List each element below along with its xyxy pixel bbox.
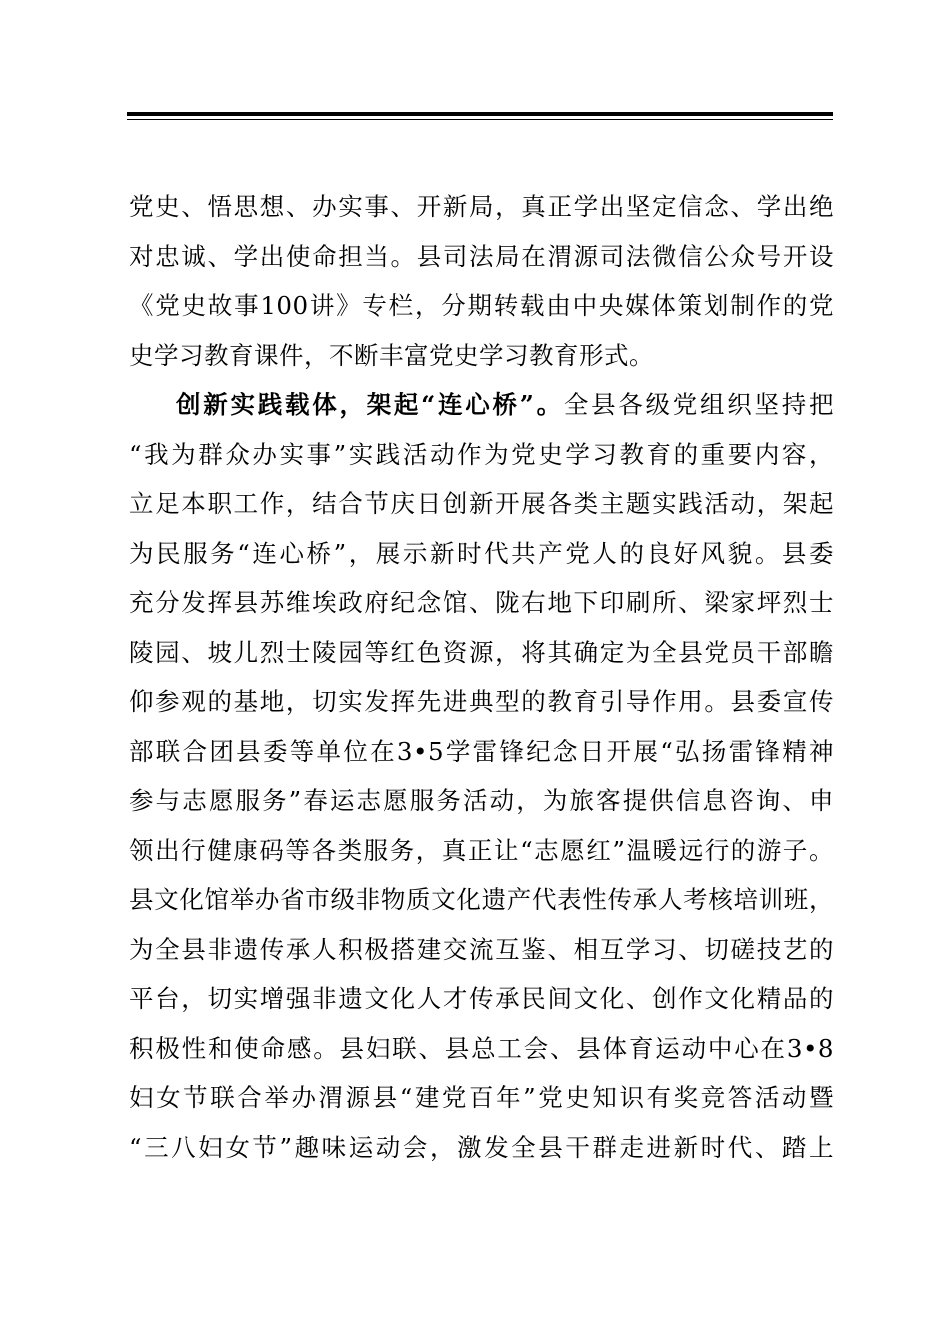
paragraph-line: 史学习教育课件，不断丰富党史学习教育形式。 [129, 340, 654, 370]
paragraph-first-line [129, 380, 834, 430]
paragraph-line: 立足本职工作，结合节庆日创新开展各类主题实践活动，架起 [129, 489, 834, 518]
paragraph-line: “我为群众办实事”实践活动作为党史学习教育的重要内容， [129, 439, 834, 469]
section-heading: 创新实践载体，架起“连心桥”。 [176, 390, 564, 419]
paragraph-line: 仰参观的基地，切实发挥先进典型的教育引导作用。县委宣传 [129, 687, 834, 716]
paragraph-line: 对忠诚、学出使命担当。县司法局在渭源司法微信公众号开设 [129, 241, 834, 271]
paragraph-line: 部联合团县委等单位在3•5学雷锋纪念日开展“弘扬雷锋精神 [129, 736, 834, 766]
paragraph-line: 陵园、坡儿烈士陵园等红色资源，将其确定为全县党员干部瞻 [129, 637, 834, 667]
paragraph-line: 参与志愿服务”春运志愿服务活动，为旅客提供信息咨询、申 [129, 786, 834, 815]
paragraph-line: 为全县非遗传承人积极搭建交流互鉴、相互学习、切磋技艺的 [129, 934, 834, 964]
paragraph-line: “三八妇女节”趣味运动会，激发全县干群走进新时代、踏上 [129, 1132, 834, 1162]
header-rule-thick [127, 112, 833, 116]
paragraph-line: 领出行健康码等各类服务，真正让“志愿红”温暖远行的游子。 [129, 835, 834, 865]
paragraph-line: 为民服务“连心桥”，展示新时代共产党人的良好风貌。县委 [129, 538, 834, 568]
paragraph-text: 全县各级党组织坚持把 [563, 390, 835, 419]
paragraph-line: 党史、悟思想、办实事、开新局，真正学出坚定信念、学出绝 [129, 192, 834, 221]
paragraph-line: 《党史故事100讲》专栏，分期转载由中央媒体策划制作的党 [129, 291, 834, 320]
paragraph-line: 充分发挥县苏维埃政府纪念馆、陇右地下印刷所、梁家坪烈士 [129, 588, 834, 617]
header-rule-thin [127, 119, 833, 120]
paragraph-line: 平台，切实增强非遗文化人才传承民间文化、创作文化精品的 [129, 984, 834, 1013]
paragraph-line: 妇女节联合举办渭源县“建党百年”党史知识有奖竞答活动暨 [129, 1083, 834, 1112]
paragraph-line: 积极性和使命感。县妇联、县总工会、县体育运动中心在3•8 [129, 1033, 834, 1063]
paragraph-line: 县文化馆举办省市级非物质文化遗产代表性传承人考核培训班， [129, 885, 834, 914]
body-text [129, 182, 834, 1172]
